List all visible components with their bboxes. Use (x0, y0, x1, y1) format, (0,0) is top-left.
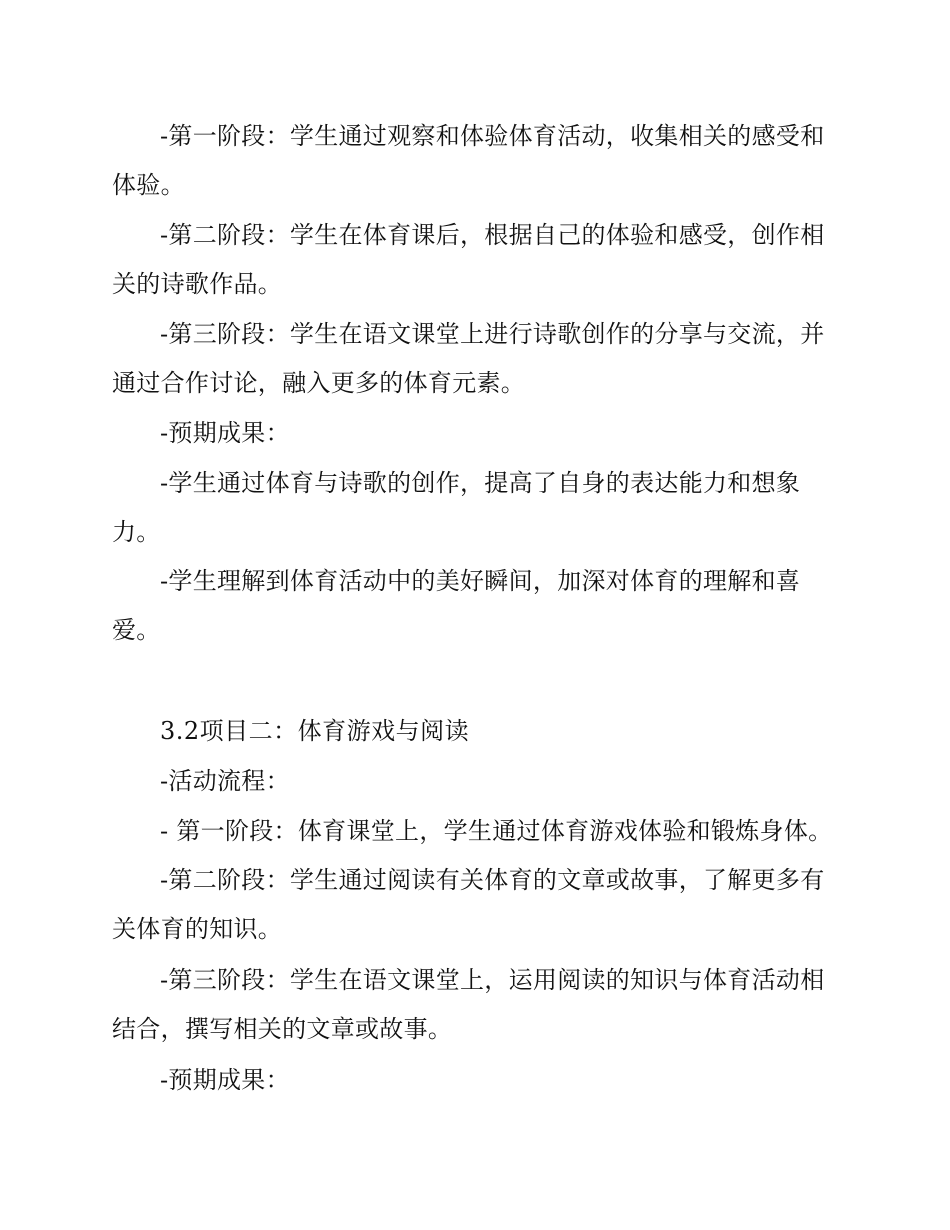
game-stage-three-paragraph: -第三阶段：学生在语文课堂上，运用阅读的知识与体育活动相结合，撰写相关的文章或故事。 (112, 966, 825, 1043)
stage-three-paragraph: -第三阶段：学生在语文课堂上进行诗歌创作的分享与交流，并通过合作讨论，融入更多的体育元素。 (112, 320, 825, 397)
expected-results-label: -预期成果： (160, 419, 290, 447)
result-two-paragraph: -学生理解到体育活动中的美好瞬间，加深对体育的理解和喜爱。 (112, 567, 801, 644)
game-stage-one-paragraph: - 第一阶段：体育课堂上，学生通过体育游戏体验和锻炼身体。 (160, 817, 833, 845)
game-expected-results-label: -预期成果： (160, 1066, 290, 1094)
section-heading: 3.2项目二：体育游戏与阅读 (160, 717, 470, 745)
result-one-paragraph: -学生通过体育与诗歌的创作，提高了自身的表达能力和想象力。 (112, 469, 801, 546)
activity-flow-label: -活动流程： (160, 767, 290, 795)
stage-two-paragraph: -第二阶段：学生在体育课后，根据自己的体验和感受，创作相关的诗歌作品。 (112, 221, 825, 298)
game-stage-two-paragraph: -第二阶段：学生通过阅读有关体育的文章或故事，了解更多有关体育的知识。 (112, 866, 825, 943)
stage-one-paragraph: -第一阶段：学生通过观察和体验体育活动，收集相关的感受和体验。 (112, 122, 825, 199)
